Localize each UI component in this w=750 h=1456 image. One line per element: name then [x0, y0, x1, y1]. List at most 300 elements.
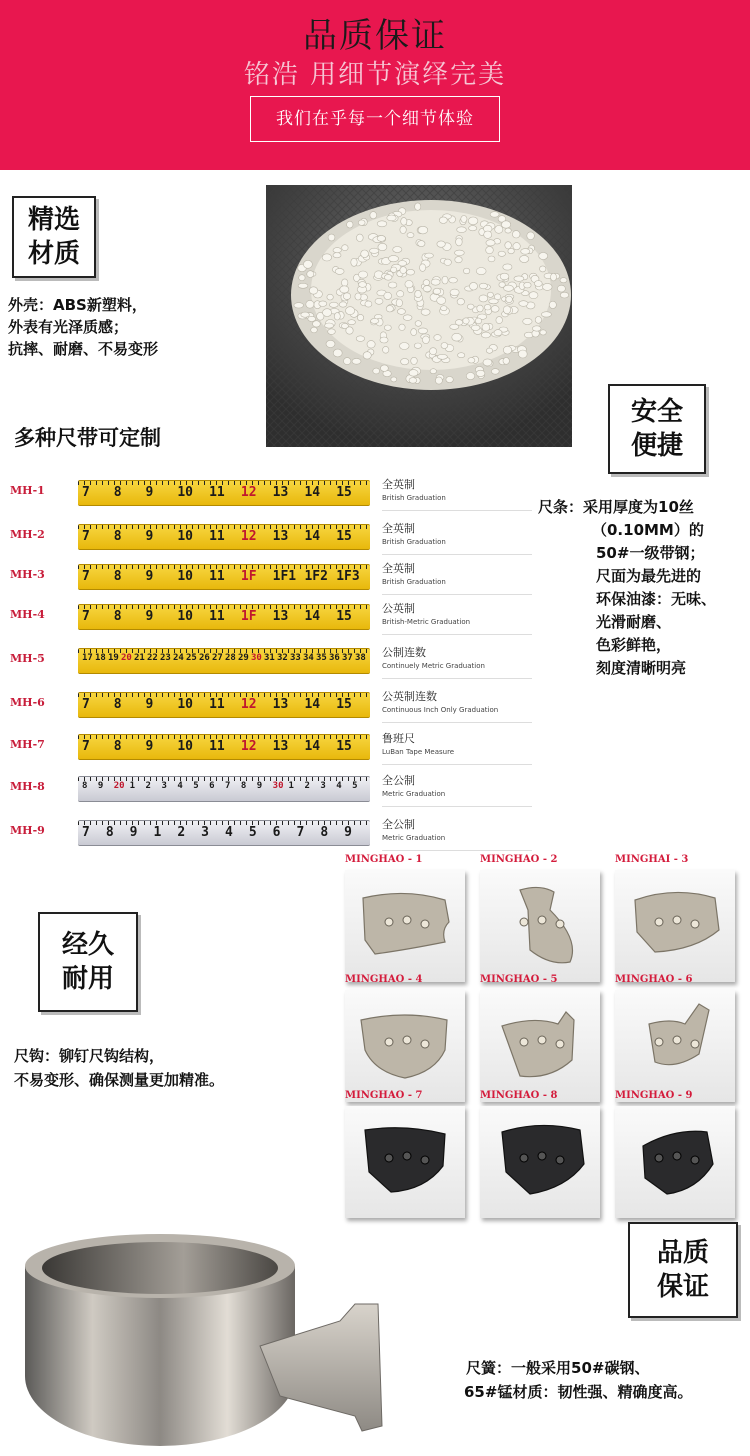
tape-number: 5: [248, 825, 257, 840]
rivet-hole: [556, 1040, 564, 1048]
tape-number: 1: [129, 781, 136, 791]
pellet: [298, 283, 308, 288]
tape-row: [10, 730, 530, 766]
pellet: [411, 329, 417, 336]
rivet-hole: [655, 918, 663, 926]
pellet: [513, 243, 520, 250]
safety-line: 尺面为最先进的: [596, 567, 702, 585]
pellet: [486, 240, 495, 246]
tape-number: 8: [105, 825, 114, 840]
pellet: [405, 281, 413, 288]
tape-number: 8: [113, 529, 122, 544]
pellet: [365, 301, 372, 307]
pellet: [541, 312, 551, 317]
pellet: [463, 268, 469, 274]
tape-number: 10: [177, 485, 193, 500]
tape-number: 14: [304, 609, 321, 624]
pellet: [322, 254, 332, 261]
pellet: [343, 293, 350, 300]
pellet: [518, 350, 527, 358]
tape-number: 11: [209, 485, 225, 500]
hook-card: [480, 854, 600, 982]
pellet: [503, 358, 509, 365]
pellet: [357, 314, 363, 320]
pellet: [486, 246, 494, 253]
tape-code: MH-9: [10, 824, 45, 837]
pellet: [481, 332, 490, 338]
rivet-hole: [520, 918, 528, 926]
tape-divider: [382, 806, 532, 807]
tape-number: 25: [186, 653, 197, 663]
tape-code: MH-4: [10, 608, 45, 621]
tape-number: 7: [82, 825, 90, 840]
pellet: [384, 325, 391, 330]
rivet-hole: [520, 1154, 528, 1162]
pellet: [418, 241, 425, 247]
safety-line: 环保油漆：无味、: [596, 590, 717, 608]
quality-label-box: [628, 1222, 738, 1318]
hook-label: MINGHAO - 6: [615, 974, 693, 985]
pellet: [468, 358, 475, 363]
pellet: [457, 227, 467, 233]
pellet: [496, 317, 503, 324]
pellet: [430, 369, 436, 374]
tape-number: 19: [108, 653, 119, 663]
material-line: 外表有光泽质感；: [8, 318, 129, 336]
pellet: [557, 285, 565, 292]
pellet: [339, 302, 347, 307]
tape-number: 12: [240, 739, 257, 754]
abs-pellets-image: [266, 185, 572, 447]
pellet: [363, 352, 371, 359]
hook-card: [615, 854, 735, 982]
pellet: [543, 283, 553, 290]
safety-line: 刻度清晰明亮: [596, 659, 687, 677]
pellet: [397, 291, 404, 297]
durable-line: 尺钩：铆钉尺钩结构，: [14, 1047, 165, 1065]
tape-number: 8: [113, 569, 122, 584]
pellet: [358, 220, 365, 225]
pellet: [415, 203, 421, 210]
tape-type-en: Continuely Metric Graduation: [382, 662, 485, 670]
pellet: [512, 231, 520, 238]
tape-numbers: [78, 739, 370, 759]
safety-line: 光滑耐磨、: [596, 613, 672, 631]
tape-code: MH-8: [10, 780, 45, 793]
tape-number: 13: [272, 697, 289, 712]
pellet: [441, 306, 447, 311]
tape-number: 12: [240, 697, 257, 712]
pellet: [484, 304, 491, 310]
tape-number: 9: [145, 529, 154, 544]
tape-number: 8: [320, 825, 329, 840]
tape-divider: [382, 510, 532, 511]
pellet: [397, 309, 405, 315]
hook-card: [345, 1090, 465, 1218]
header-subtitle: 铭浩 用细节演绎完美: [243, 60, 507, 90]
tape-number: 2: [304, 781, 310, 791]
tape-number: 7: [82, 609, 90, 624]
pellet: [421, 309, 430, 315]
tape-number: 8: [113, 697, 122, 712]
pellet: [375, 298, 383, 304]
pellet: [294, 303, 304, 308]
material-label-box: [12, 196, 96, 278]
pellet: [303, 260, 312, 268]
pellet: [495, 226, 503, 234]
tape-number: 8: [82, 781, 88, 791]
durable-label-line: 耐用: [61, 964, 114, 994]
tape-numbers: [78, 529, 370, 549]
tape-number: 1: [288, 781, 294, 791]
hook-icon: [345, 870, 465, 982]
pellet: [299, 275, 305, 281]
rivet-hole: [691, 1040, 699, 1048]
pellet: [319, 301, 327, 307]
tape-code: MH-2: [10, 528, 45, 541]
tape-numbers: [78, 609, 370, 629]
material-text: [8, 294, 158, 360]
tape-number: 14: [304, 529, 321, 544]
hook-icon: [345, 990, 465, 1102]
pellet: [461, 216, 467, 223]
quality-line: 尺簧：一般采用50#碳钢、: [466, 1359, 650, 1377]
tape-row: [10, 600, 530, 636]
tape-divider: [382, 594, 532, 595]
tape-number: 11: [209, 569, 225, 584]
pellet: [430, 348, 437, 355]
hook-card: [615, 974, 735, 1102]
pellet: [434, 335, 441, 341]
tape-description: [382, 520, 532, 546]
tape-type-en: British-Metric Graduation: [382, 618, 471, 626]
tape-number: 11: [209, 529, 225, 544]
tape-row: [10, 816, 530, 852]
pellet: [487, 292, 493, 297]
pellet: [334, 313, 340, 320]
pellet: [351, 258, 357, 266]
tape-number: 7: [225, 781, 231, 791]
pellet: [444, 259, 451, 265]
tape-number: 34: [303, 653, 314, 663]
tape-type-cn: 公英制连数: [382, 690, 437, 703]
pellet: [356, 336, 364, 342]
tape-number: 12: [240, 529, 257, 544]
tape-number: 9: [256, 781, 263, 791]
pellet: [435, 377, 442, 384]
pellet: [505, 228, 511, 233]
pellet: [455, 320, 462, 326]
tape-number: 11: [209, 739, 225, 754]
tape-number: 10: [177, 697, 193, 712]
rivet-hole: [403, 1036, 411, 1044]
tape-strip: [78, 692, 370, 718]
tape-strip: [78, 648, 370, 674]
tape-divider: [382, 554, 532, 555]
hook-icon: [345, 1106, 465, 1218]
pellet: [456, 238, 463, 246]
tape-type-en: Metric Graduation: [382, 790, 446, 798]
tape-type-en: British Graduation: [382, 578, 446, 586]
header-title: 品质保证: [303, 16, 447, 56]
hook-body: [361, 1015, 447, 1078]
pellet: [414, 343, 421, 348]
header-banner: [0, 0, 750, 170]
header-tagline: 我们在乎每一个细节体验: [250, 96, 500, 142]
pellet: [523, 318, 532, 324]
tape-number: 13: [272, 529, 289, 544]
rivet-hole: [421, 920, 429, 928]
safety-line: 色彩鲜艳，: [596, 636, 672, 654]
tape-description: [382, 688, 532, 714]
pellet: [415, 290, 422, 297]
pellet: [503, 306, 510, 314]
tape-number: 11: [209, 697, 225, 712]
pellet: [313, 321, 321, 327]
pellet: [329, 302, 338, 307]
tape-number: 36: [329, 653, 340, 663]
tape-strip: [78, 564, 370, 590]
pellet: [401, 218, 407, 226]
rivet-hole: [385, 1038, 393, 1046]
pellet: [489, 299, 499, 304]
tape-number: 14: [304, 485, 321, 500]
pellet: [524, 282, 531, 288]
pellet: [441, 343, 448, 349]
tape-number: 14: [304, 697, 321, 712]
rivet-hole: [538, 1152, 546, 1160]
hook-body: [520, 887, 573, 962]
tape-strip: [78, 776, 370, 802]
tape-row: [10, 644, 530, 680]
tape-number: 3: [201, 825, 209, 840]
tape-number: 12: [240, 485, 257, 500]
tape-number: 7: [296, 825, 305, 840]
tape-number: 1F: [240, 609, 257, 624]
pellet: [490, 212, 499, 218]
tape-number: 32: [277, 653, 288, 663]
pellet: [539, 253, 548, 260]
tape-number: 9: [145, 609, 154, 624]
pellet: [527, 232, 535, 240]
quality-text: [466, 1356, 692, 1404]
pellet: [403, 315, 412, 321]
hook-body: [643, 1131, 713, 1194]
pellet: [335, 268, 344, 274]
tape-number: 13: [272, 485, 289, 500]
material-line: 抗摔、耐磨、不易变形: [8, 340, 159, 358]
pellet: [467, 304, 474, 309]
pellet: [486, 348, 492, 353]
quality-label-line: 品质: [656, 1238, 709, 1268]
pellet: [361, 250, 369, 258]
tape-number: 7: [82, 739, 90, 754]
pellet: [399, 324, 405, 330]
rivet-hole: [403, 1152, 411, 1160]
pellet: [383, 346, 389, 353]
durable-label-box: [38, 912, 138, 1012]
tape-strip: [78, 734, 370, 760]
pellet: [437, 354, 447, 359]
tape-strip: [78, 524, 370, 550]
pellet: [400, 343, 410, 350]
pellet: [359, 282, 367, 288]
pellet: [370, 212, 377, 219]
pellet: [521, 249, 530, 255]
tape-number: 9: [129, 825, 138, 840]
tape-number: 38: [355, 653, 366, 663]
pellet: [446, 377, 453, 383]
tape-type-cn: 全英制: [382, 562, 415, 575]
pellet: [311, 327, 318, 333]
hook-label: MINGHAO - 9: [615, 1090, 693, 1101]
tape-description: [382, 772, 532, 798]
pellet: [411, 357, 418, 364]
pellet: [560, 278, 567, 283]
hook-label: MINGHAO - 1: [345, 854, 423, 865]
pellet: [535, 317, 541, 324]
pellet: [400, 267, 407, 274]
pellet: [407, 269, 415, 275]
rivet-hole: [421, 1040, 429, 1048]
rivet-hole: [556, 1156, 564, 1164]
pellet: [491, 369, 499, 375]
hook-body: [649, 1004, 709, 1065]
pellet: [491, 306, 499, 313]
tape-number: 20: [121, 653, 132, 663]
tape-code: MH-1: [10, 484, 45, 497]
pellet: [301, 312, 310, 317]
tape-number: 28: [225, 653, 236, 663]
safety-line: 50#一级带钢；: [596, 544, 705, 562]
pellet: [346, 327, 353, 334]
pellet: [551, 273, 557, 281]
tape-number: 15: [336, 697, 352, 712]
durable-line: 不易变形、确保测量更加精准。: [14, 1071, 225, 1089]
pellet: [347, 221, 353, 228]
tape-number: 13: [272, 739, 289, 754]
pellet: [418, 226, 428, 234]
tape-number: 15: [336, 485, 352, 500]
tape-number: 1F2: [304, 569, 328, 584]
tape-type-en: LuBan Tape Measure: [382, 748, 455, 756]
rivet-hole: [691, 920, 699, 928]
rivet-hole: [673, 1036, 681, 1044]
rivet-hole: [538, 1036, 546, 1044]
tape-number: 4: [336, 781, 342, 791]
tape-strip: [78, 480, 370, 506]
pellet: [308, 316, 316, 321]
rivet-hole: [673, 916, 681, 924]
tape-type-cn: 全公制: [382, 774, 415, 787]
tape-number: 30: [272, 781, 284, 791]
pellet: [346, 307, 355, 315]
pellet: [468, 217, 478, 225]
hook-card: [345, 974, 465, 1102]
pellet: [388, 282, 397, 288]
pellet: [532, 326, 541, 331]
pellet: [384, 292, 392, 299]
rivet-hole: [385, 918, 393, 926]
pellet: [393, 247, 402, 253]
pellet: [431, 279, 440, 285]
tape-number: 23: [160, 653, 171, 663]
pellet: [442, 276, 448, 284]
tape-type-en: Metric Graduation: [382, 834, 446, 842]
pellet: [422, 336, 429, 344]
pellet: [506, 296, 513, 303]
pellet: [358, 271, 367, 278]
pellet: [396, 299, 402, 307]
tape-divider: [382, 634, 532, 635]
pellet: [471, 325, 480, 330]
pellet: [352, 358, 361, 364]
pellet: [482, 323, 490, 331]
pellet: [386, 305, 393, 312]
pellet: [505, 242, 512, 249]
pellet: [381, 365, 389, 372]
tape-number: 5: [193, 781, 199, 791]
pellet: [391, 377, 397, 382]
tape-number: 9: [145, 569, 154, 584]
pellet: [469, 226, 477, 231]
safety-label-line: 便捷: [630, 431, 683, 461]
tape-number: 21: [134, 653, 145, 663]
pellet: [306, 300, 314, 308]
tape-number: 9: [97, 781, 104, 791]
tape-number: 13: [272, 609, 289, 624]
tape-number: 3: [320, 781, 326, 791]
pellet: [328, 329, 336, 335]
durable-label-line: 经久: [61, 930, 114, 960]
pellet: [463, 318, 469, 324]
tape-numbers: [78, 781, 370, 801]
pellet: [340, 286, 349, 293]
pellet: [458, 353, 465, 358]
pellet: [378, 243, 387, 250]
pellet: [367, 341, 375, 348]
pellet: [355, 293, 361, 300]
pellet: [479, 283, 487, 289]
tape-row: [10, 688, 530, 724]
safety-line: 尺条：采用厚度为10丝: [538, 498, 694, 516]
pellet: [484, 231, 492, 238]
tape-description: [382, 816, 532, 842]
tape-numbers: [78, 697, 370, 717]
tape-number: 30: [251, 653, 262, 663]
tape-number: 1F1: [272, 569, 297, 584]
tape-number: 10: [177, 569, 193, 584]
pellet: [377, 221, 387, 227]
tape-type-en: British Graduation: [382, 538, 446, 546]
pellet: [373, 368, 380, 374]
tape-strip: [78, 604, 370, 630]
safety-label-line: 安全: [630, 397, 683, 427]
pellet: [476, 268, 486, 275]
tape-number: 6: [209, 781, 215, 791]
pellet: [423, 286, 431, 292]
pellet: [328, 234, 335, 241]
pellet: [540, 330, 546, 335]
tape-row: [10, 520, 530, 556]
pellet: [449, 277, 458, 283]
tape-number: 3: [161, 781, 167, 791]
pellet: [437, 241, 445, 247]
tape-number: 33: [290, 653, 301, 663]
hook-label: MINGHAI - 3: [615, 854, 689, 865]
pellet: [476, 370, 485, 376]
pellet: [498, 251, 505, 256]
